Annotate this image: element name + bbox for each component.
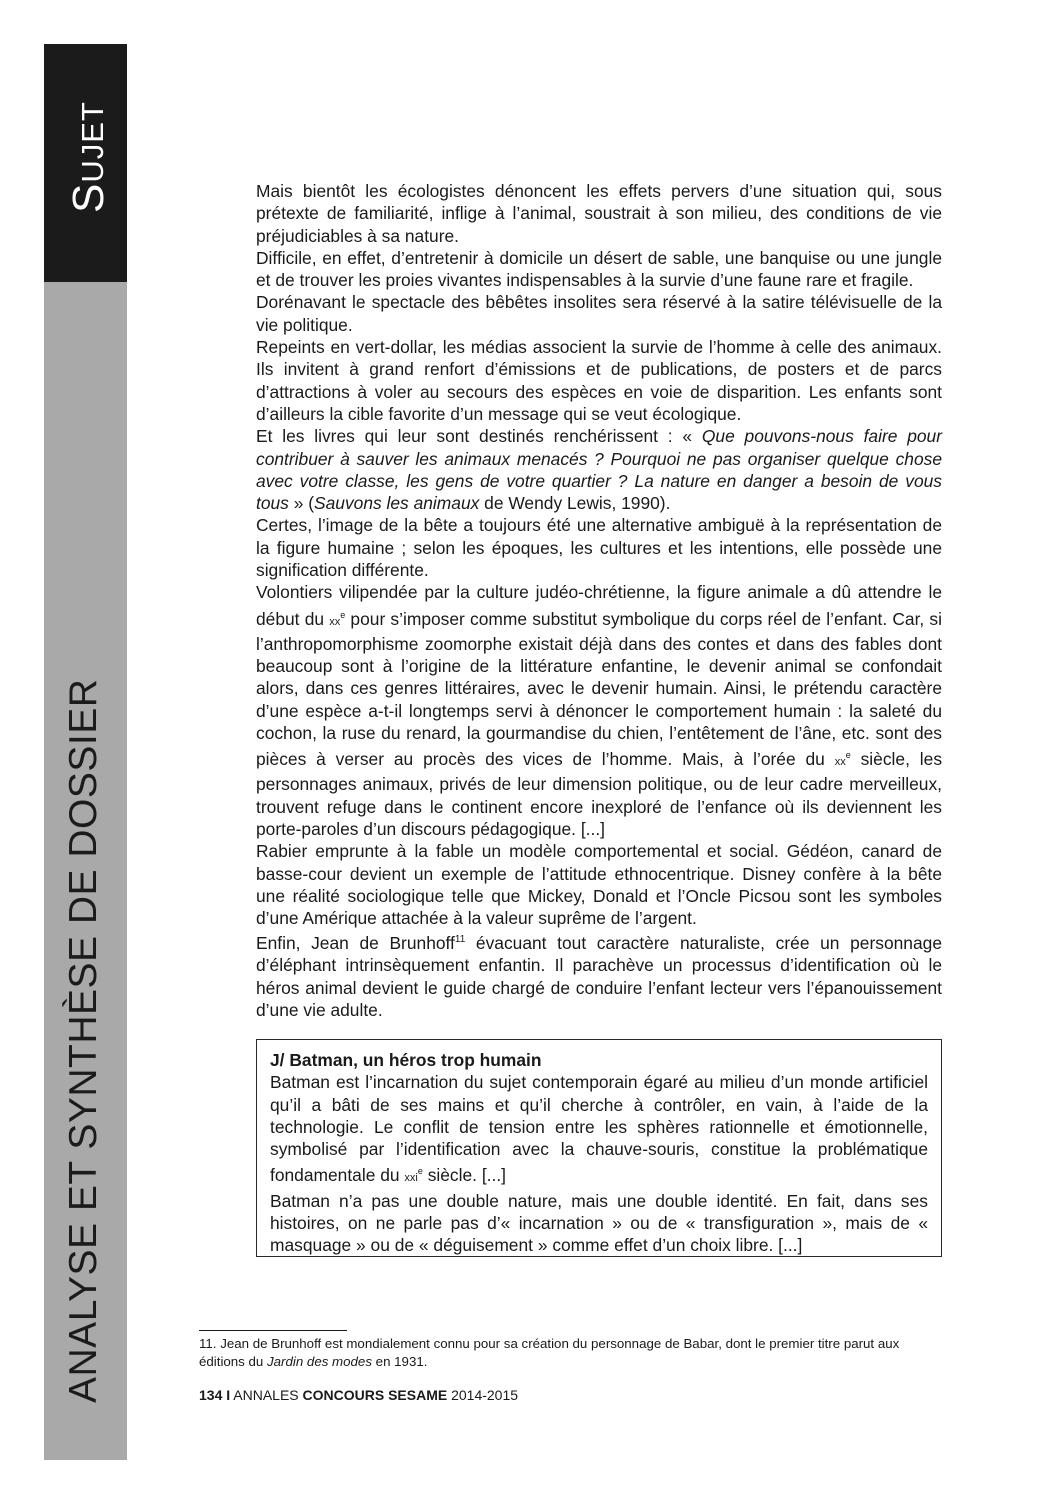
century-numeral: xx [834, 756, 846, 769]
paragraph: Repeints en vert-dollar, les médias associent la survie de l’homme à celle des animaux. Ils invitent à grand renfort d’émissions et de publications, de posters et de parcs d’attractions à voler au secours des espèces en voie de disparition. Les enfants sont d’ailleurs la cible favorite d’un message qui se veut écologique. [256, 337, 942, 424]
footer-concours: CONCOURS SESAME [302, 1387, 448, 1403]
century-numeral: xxi [404, 1172, 418, 1185]
page-footer [199, 1387, 518, 1403]
paragraph-text: siècle, les personnages animaux, privés de leur dimension politique, ou de leur cadre merveilleux, trouvent refuge dans le continent encore inexploré de l’enfance où ils deviennent les porte-paroles d’un discours pédagogique. [...] [256, 749, 943, 839]
superscript: e [417, 1166, 423, 1177]
paragraph-text: Volontiers vilipendée par la culture judéo-chrétienne, la figure animale a dû attendre le début du [256, 582, 942, 629]
footnote-text: 11. Jean de Brunhoff est mondialement connu pour sa création du personnage de Babar, dont le premier titre parut aux éditions du [199, 1336, 900, 1369]
century-numeral: xx [329, 615, 341, 628]
paragraph-text: pour s’imposer comme substitut symbolique du corps réel de l’enfant. Car, si l’anthropomorphisme zoomorphe existait déjà dans des contes et dans des fables dont beaucoup sont à l’origine de la littérature enfantine, le devenir animal se confondait alors, dans ces genres littéraires, avec le devenir humain. Ainsi, le prétendu caractère d’une espèce a-t-il longtemps servi à dénoncer le comportement humain : la saleté du cochon, la ruse du renard, la gourmandise du chien, l’entêtement de l’âne, etc. sont des pièces à verser au procès des vices de l’homme. Mais, à l’orée du [256, 608, 942, 770]
quote-box [256, 1039, 942, 1257]
paragraph-text: de Wendy Lewis, 1990). [479, 493, 671, 514]
box-title: J/ Batman, un héros trop humain [270, 1050, 542, 1070]
paragraph [256, 425, 942, 514]
box-paragraph: Batman n’a pas une double nature, mais une double identité. En fait, dans ses histoires, on ne parle pas d’« incarnation » ou de « transfiguration », mais de « masquage » ou de « déguisement » comme effet d’un choix libre. [...] [270, 1190, 928, 1256]
paragraph-text: Et les livres qui leur sont destinés renchérissent : « [256, 426, 702, 447]
paragraph [256, 929, 942, 1021]
superscript: e [340, 609, 346, 620]
footnote-title: Jardin des modes [267, 1353, 372, 1369]
footer-annales: ANNALES [233, 1387, 299, 1403]
paragraph-text: siècle. [...] [422, 1165, 506, 1186]
quotation: Que pouvons-nous faire pour contribuer à sauver les animaux menacés ? Pourquoi ne pas organiser quelque chose avec votre classe, les gens de votre quartier ? La nature en danger a besoin de vous tous [256, 426, 942, 514]
sidebar-section-label: Sujet [64, 101, 113, 213]
main-text [256, 180, 942, 1021]
paragraph-text: Enfin, Jean de Brunhoff [256, 933, 455, 954]
paragraph: Rabier emprunte à la fable un modèle comportemental et social. Gédéon, canard de basse-cour devient un exemple de l’attitude ethnocentrique. Disney confère à la bête une réalité sociologique telle que Mickey, Donald et l’Oncle Picsou sont les symboles d’une Amérique attachée à la valeur suprême de l’argent. [256, 841, 942, 929]
superscript: e [845, 750, 851, 761]
footer-separator: I [226, 1387, 231, 1403]
paragraph: Dorénavant le spectacle des bêbêtes insolites sera réservé à la satire télévisuelle de la vie politique. [256, 292, 942, 335]
sidebar-chapter-label: ANALYSE ET SYNTHÈSE DE DOSSIER [62, 678, 105, 1403]
paragraph: Certes, l’image de la bête a toujours été une alternative ambiguë à la représentation de la figure humaine ; selon les époques, les cultures et les intentions, elle possède une signification différente. [256, 515, 942, 581]
book-title: Sauvons les animaux [314, 493, 480, 514]
paragraph [256, 581, 942, 840]
paragraph-text: » ( [288, 493, 315, 514]
box-paragraph [270, 1071, 928, 1189]
footnote-rule [199, 1330, 347, 1331]
paragraph: Mais bientôt les écologistes dénoncent les effets pervers d’une situation qui, sous prétexte de familiarité, inflige à l’animal, soustrait à son milieu, des conditions de vie préjudiciables à sa nature. [256, 181, 942, 246]
paragraph-text: évacuant tout caractère naturaliste, crée un personnage d’éléphant intrinsèquement enfantin. Il parachève un processus d’identification où le héros animal devient le guide chargé de conduire l’enfant lecteur vers l’épanouissement d’une vie adulte. [256, 933, 942, 1021]
footnote-text: en 1931. [371, 1353, 428, 1369]
paragraph: Difficile, en effet, d’entretenir à domicile un désert de sable, une banquise ou une jungle et de trouver les proies vivantes indispensables à la survie d’une faune rare et fragile. [256, 247, 942, 291]
paragraph-text: Batman est l’incarnation du sujet contemporain égaré au milieu d’un monde artificiel qu’il a bâti de ses mains et qu’il cherche à contrôler, en vain, à l’aide de la technologie. Le conflit de tension entre les sphères rationnelle et émotionnelle, symbolisé par l’identification avec la chauve-souris, constitue la problématique fondamentale du [270, 1072, 928, 1186]
footnote [199, 1335, 919, 1370]
page-number: 134 [199, 1387, 223, 1403]
footer-years: 2014-2015 [451, 1387, 519, 1403]
footnote-ref: 11 [454, 934, 466, 946]
